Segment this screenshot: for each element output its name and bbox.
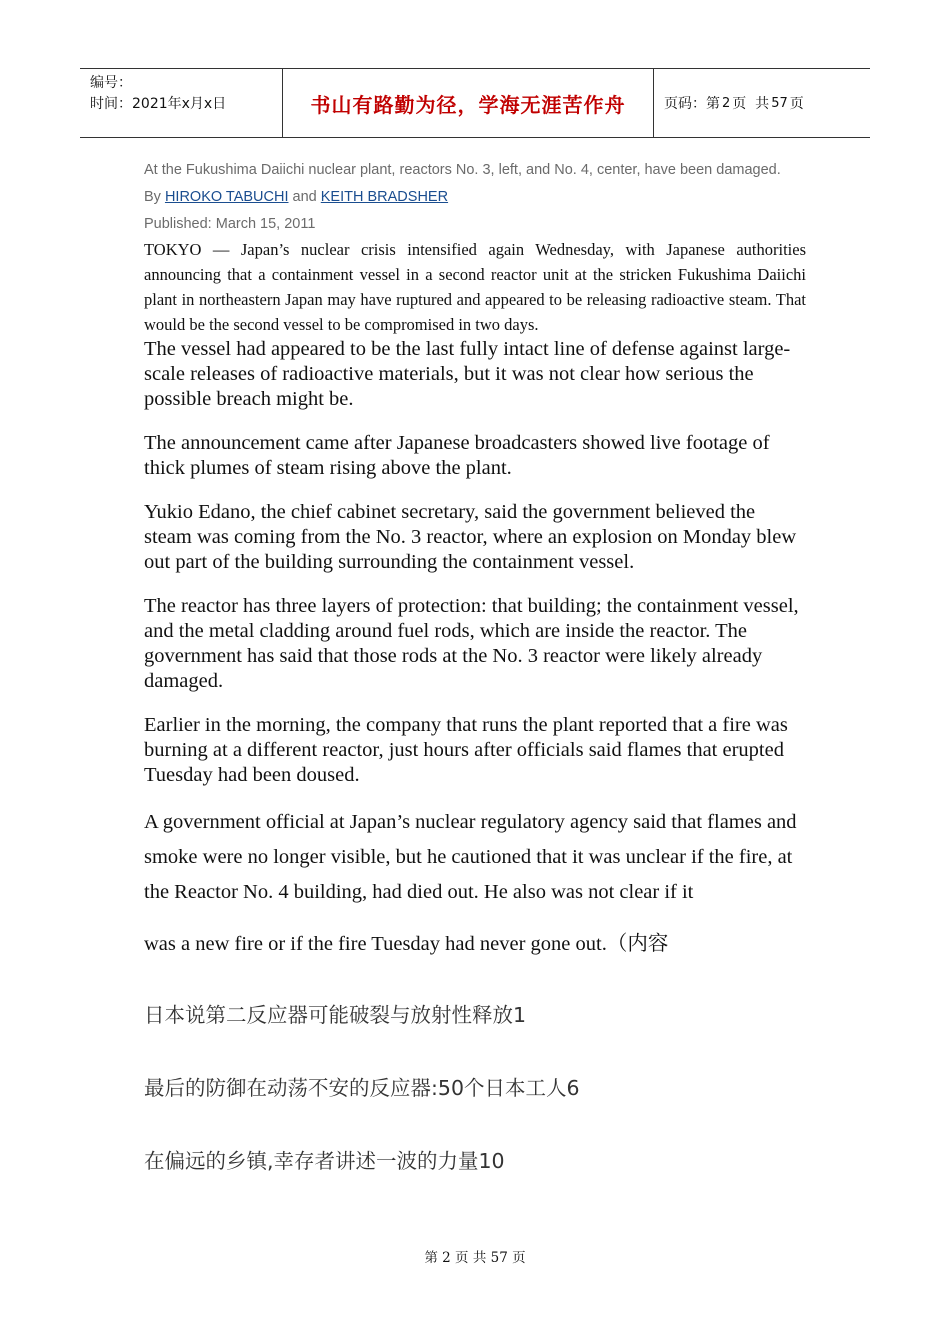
paragraph: The vessel had appeared to be the last fully intact line of defense against large-scale releases of radioactive materials, but it was not clear how serious the possible breach might be. [144,338,791,410]
paragraph: Yukio Edano, the chief cabinet secretary, said the government believed the steam was coming from the No. 3 reactor, where an explosion on Monday blew out part of the building surrounding the containment vessel. [144,501,797,573]
number-label: 编号： [90,75,132,91]
paragraph: The announcement came after Japanese broadcasters showed live footage of thick plumes of steam rising above the plant. [144,432,770,479]
lead-paragraph: TOKYO — Japan’s nuclear crisis intensified again Wednesday, with Japanese authorities announcing that a containment vessel in a second reactor unit at the stricken Fukushima Daiichi plant in northeastern Japan may have ruptured and appeared to be releasing radioactive steam. That would be the second vessel to be compromised in two days. [144,240,806,334]
author-link-bradsher[interactable]: KEITH BRADSHER [320,189,449,205]
and-text: and [292,189,317,205]
author-link-tabuchi[interactable]: HIROKO TABUCHI [164,189,289,205]
page-header [80,68,870,138]
by-prefix: By [144,189,161,205]
page-current: 2 [722,95,731,111]
paragraph: The reactor has three layers of protection: that building; the containment vessel, and the metal cladding around fuel rods, which are inside the reactor. The government has said that those rods at the No. 3 reactor were likely already damaged. [144,595,799,692]
paragraph: Earlier in the morning, the company that runs the plant reported that a fire was burning at a different reactor, just hours after officials said flames that erupted Tuesday had been doused. [144,714,788,786]
header-motto: 书山有路勤为径，学海无涯苦作舟 [282,69,654,137]
page-suffix: 页 [789,96,804,112]
page-prefix: 页码：第 [664,96,720,112]
toc-item[interactable]: 最后的防御在动荡不安的反应器:50个日本工人6 [144,1076,580,1100]
table-of-contents [144,1000,806,1176]
toc-item[interactable]: 在偏远的乡镇,幸存者讲述一波的力量10 [144,1149,505,1173]
page-footer: 第 2 页 共 57 页 [424,1250,526,1266]
paragraph: was a new fire or if the fire Tuesday had never gone out.（内容 [144,933,669,955]
header-page-info [654,69,870,137]
header-meta [80,69,282,137]
article [144,158,806,1176]
photo-caption: At the Fukushima Daiichi nuclear plant, reactors No. 3, left, and No. 4, center, have been damaged. [144,162,781,178]
paragraph: A government official at Japan’s nuclear regulatory agency said that flames and smoke were no longer visible, but he cautioned that it was unclear if the fire, at the Reactor No. 4 building, had died out. He also was not clear if it [144,811,797,903]
page-total: 57 [771,95,788,111]
toc-item[interactable]: 日本说第二反应器可能破裂与放射性释放1 [144,1003,527,1027]
page-mid: 页 共 [732,96,770,112]
published-date: Published: March 15, 2011 [144,216,316,232]
date-label: 时间：2021年x月x日 [90,96,227,112]
byline [144,185,806,210]
